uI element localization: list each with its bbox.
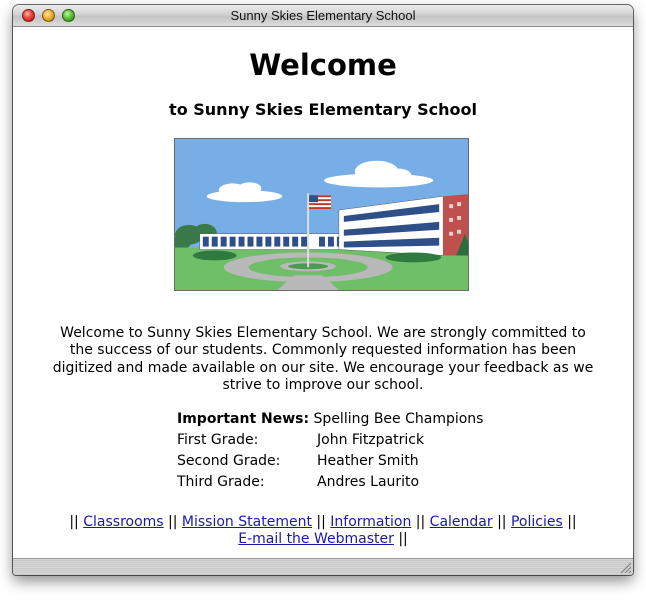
news-entry — [177, 451, 497, 472]
important-news — [177, 409, 497, 493]
link-separator: || — [415, 514, 426, 530]
link-separator: || — [497, 514, 507, 530]
window-title: Sunny Skies Elementary School — [230, 8, 416, 23]
news-winner: Andres Laurito — [317, 474, 420, 490]
page-content — [13, 28, 633, 557]
link-policies[interactable]: Policies — [510, 514, 563, 530]
status-bar — [13, 558, 633, 575]
title-bar[interactable] — [13, 5, 633, 27]
news-entry — [177, 472, 497, 493]
link-mission-statement[interactable]: Mission Statement — [181, 514, 312, 530]
welcome-paragraph: Welcome to Sunny Skies Elementary School. We are strongly committed to the success of our students. Commonly requested information has been digitized and made available on our site. We encourage your feedback as we strive to improve our school. — [52, 325, 594, 393]
news-headline: Spelling Bee Champions — [313, 411, 484, 427]
page-subtitle: to Sunny Skies Elementary School — [169, 100, 477, 119]
news-grade: Third Grade: — [177, 474, 265, 490]
news-label: Important News: — [177, 411, 310, 427]
footer-links — [53, 514, 593, 548]
news-winner: Heather Smith — [317, 453, 419, 469]
news-winner: John Fitzpatrick — [317, 432, 425, 448]
link-email-webmaster[interactable]: E-mail the Webmaster — [238, 531, 394, 547]
news-grade: Second Grade: — [177, 453, 281, 469]
link-information[interactable]: Information — [330, 514, 412, 530]
page-heading: Welcome — [249, 48, 397, 82]
link-separator: || — [316, 514, 326, 530]
link-separator: || — [398, 531, 408, 547]
link-separator: || — [567, 514, 577, 530]
browser-window — [13, 5, 633, 575]
school-building-image — [174, 138, 469, 291]
link-separator: || — [168, 514, 178, 530]
resize-grip-icon[interactable] — [619, 561, 631, 573]
link-classrooms[interactable]: Classrooms — [83, 514, 164, 530]
link-calendar[interactable]: Calendar — [429, 514, 493, 530]
link-separator: || — [69, 514, 79, 530]
news-grade: First Grade: — [177, 432, 259, 448]
news-entry — [177, 430, 497, 451]
